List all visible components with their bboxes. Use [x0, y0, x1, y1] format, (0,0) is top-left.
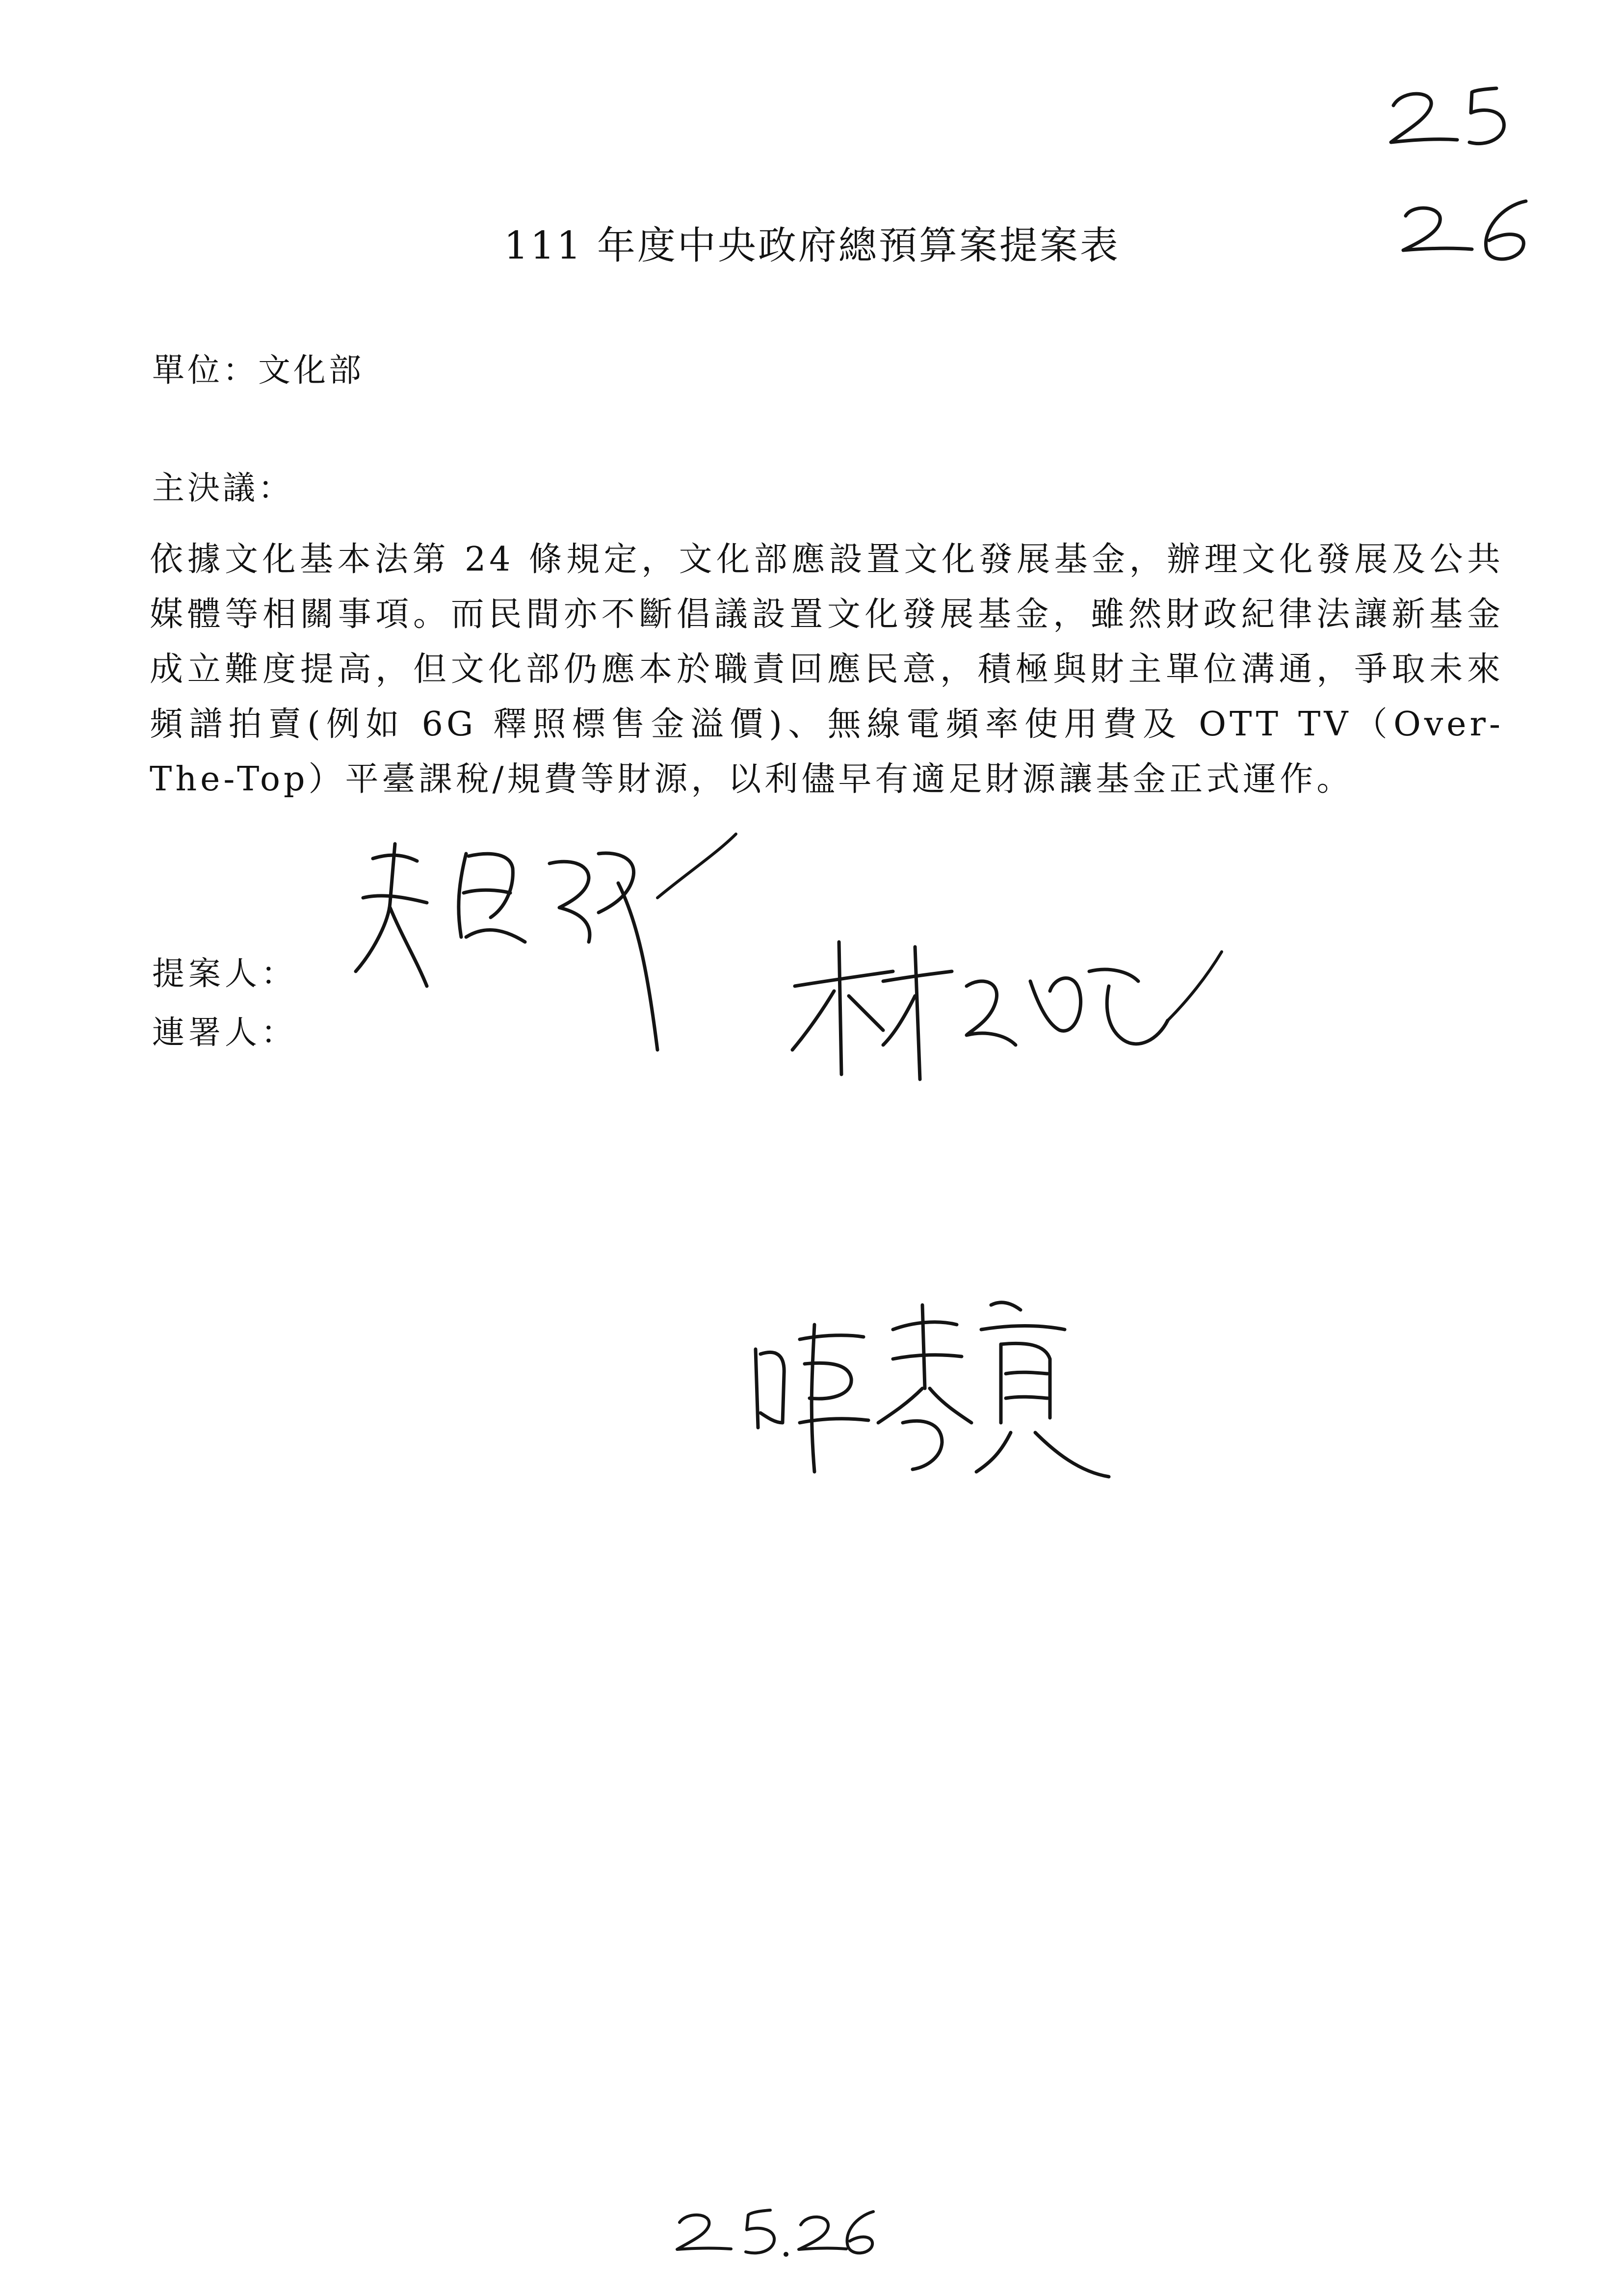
- proposer-label: 提案人：: [152, 955, 297, 992]
- signature-proposer-2: [785, 913, 1227, 1089]
- resolution-label: 主決議：: [152, 469, 293, 507]
- resolution-body: 依據文化基本法第 24 條規定，文化部應設置文化發展基金，辦理文化發展及公共媒體等相關事項。而民間亦不斷倡議設置文化發展基金，雖然財政紀律法讓新基金成立難度提高，但文化部仍應本於職責回應民意，積極與財主單位溝通，爭取未來頻譜拍賣(例如 6G 釋照標售金溢價)、無線電頻率使用費及 OTT TV（Over-The-Top）平臺課稅/規費等財源，以利儘早有適足財源讓基金正式運作。: [150, 540, 1504, 799]
- signature-cosigner: [746, 1276, 1119, 1491]
- cosigner-label: 連署人：: [152, 1014, 297, 1051]
- handwritten-number-25: [1384, 78, 1531, 157]
- handwritten-page-number: [672, 2203, 878, 2262]
- unit-line: 單位：文化部: [152, 351, 364, 389]
- signature-proposer: [343, 824, 746, 1070]
- document-title: 111 年度中央政府總預算案提案表: [504, 224, 1120, 268]
